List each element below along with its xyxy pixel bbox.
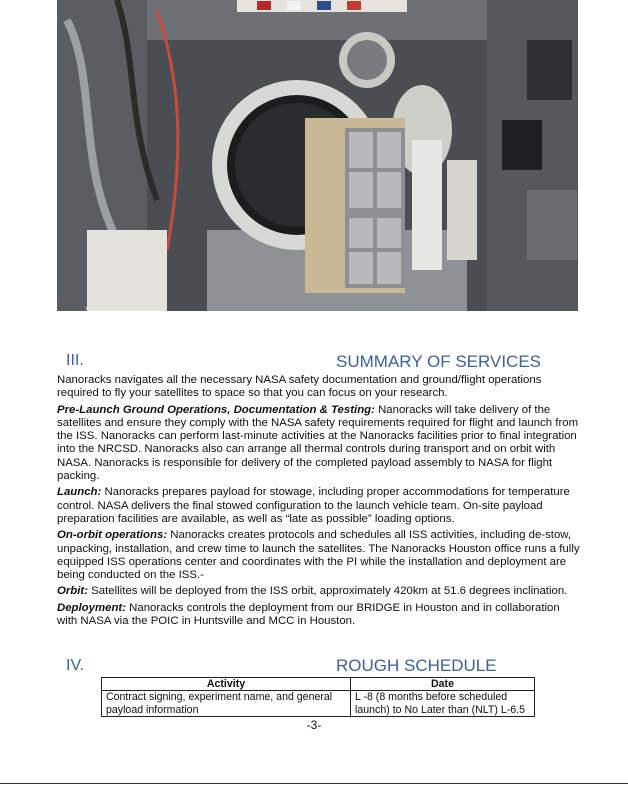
iss-interior-illustration: [57, 0, 578, 311]
summary-body: [57, 374, 580, 631]
paragraph-text: Nanoracks controls the deployment from our BRIDGE in Houston and in collaboration with NASA via the POIC in Huntsville and MCC in Houston.: [57, 601, 560, 628]
bottom-divider: [0, 783, 628, 784]
activity-header: Activity: [102, 678, 351, 691]
date-header: Date: [351, 678, 535, 691]
table-row: [102, 691, 535, 717]
section-iii-numeral: III.: [66, 352, 84, 369]
paragraph-lead: On-orbit operations:: [57, 529, 168, 542]
table-header-row: [102, 678, 535, 691]
paragraph-text: Nanoracks will take delivery of the satellites and ensure they comply with the NASA safety requirements required for flight and launch from the ISS. Nanoracks can perform last-minute activities at the Nanoracks facilities prior to final integration into the NRCSD. Nanoracks also can arrange all thermal controls during transport and on orbit with NASA. Nanoracks is responsible for delivery of the completed payload assembly to NASA for flight packing.: [57, 403, 579, 483]
paragraph-lead: Pre-Launch Ground Operations, Documentation & Testing:: [57, 403, 375, 416]
section-iii-title: SUMMARY OF SERVICES: [336, 352, 541, 371]
paragraph-text: Nanoracks creates protocols and schedules all ISS activities, including de-stow, unpacking, installation, and crew time to launch the satellites. The Nanoracks Houston office runs a fully equipped ISS operations center and coordinates with the PI while the installation and deployment are being conducted on the ISS.-: [57, 529, 580, 582]
on-orbit-paragraph: [57, 529, 580, 582]
section-iv-numeral: IV.: [66, 657, 85, 674]
paragraph-text: Nanoracks navigates all the necessary NASA safety documentation and ground/flight operations required to fly your satellites to space so that you can focus on your research.: [57, 374, 542, 400]
paragraph-lead: Launch:: [57, 486, 102, 499]
paragraph-text: Satellites will be deployed from the ISS orbit, approximately 420km at 51.6 degrees inclination.: [88, 585, 568, 598]
paragraph-lead: Deployment:: [57, 601, 126, 614]
activity-cell: Contract signing, experiment name, and general payload information: [102, 691, 351, 717]
paragraph-text: Nanoracks prepares payload for stowage, including proper accommodations for temperature control. NASA delivers the final stowed configuration to the launch vehicle team. On-site payload preparation facilities are available, as well as “late as possible” loading options.: [57, 486, 570, 525]
iss-interior-photo: [57, 0, 578, 311]
orbit-paragraph: [57, 585, 580, 598]
schedule-table: [101, 677, 535, 717]
deployment-paragraph: [57, 602, 580, 629]
date-cell: L -8 (8 months before scheduled launch) to No Later than (NLT) L-6.5: [351, 691, 535, 717]
section-iv-title: ROUGH SCHEDULE: [336, 656, 497, 675]
paragraph-lead: Orbit:: [57, 585, 89, 598]
launch-paragraph: [57, 486, 580, 526]
prelaunch-paragraph: [57, 404, 580, 484]
summary-paragraph: [57, 374, 580, 401]
page-number: -3-: [306, 718, 322, 732]
